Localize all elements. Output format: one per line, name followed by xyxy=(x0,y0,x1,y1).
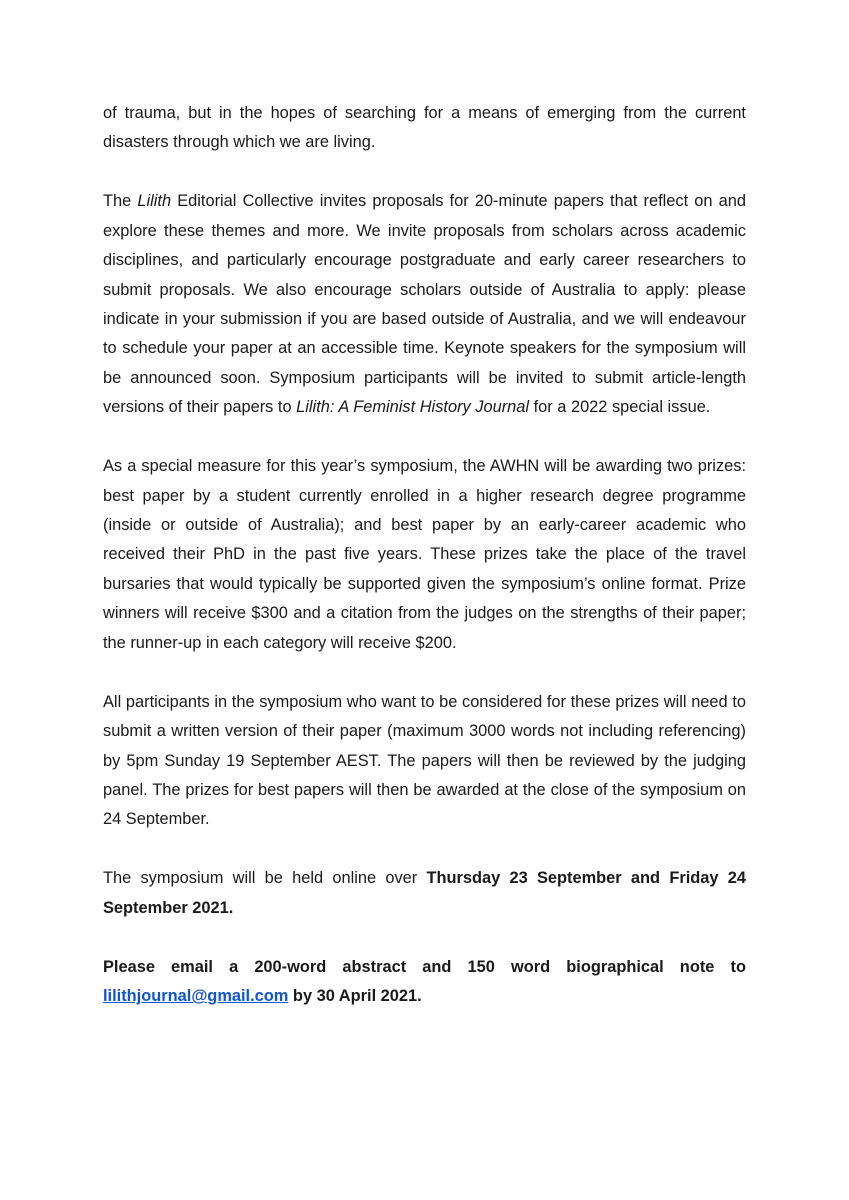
text-run-bold: Please email a 200-word abstract and 150 word biographical note to xyxy=(103,957,746,976)
paragraph-call-to-action xyxy=(103,953,746,1012)
paragraph-dates xyxy=(103,864,746,923)
text-run: Editorial Collective invites proposals for 20-minute papers that reflect on and explore these themes and more. We invite proposals from scholars across academic disciplines, and particularly encourage postgraduate and early career researchers to submit proposals. We also encourage scholars outside of Australia to apply: please indicate in your submission if you are based outside of Australia, and we will endeavour to schedule your paper at an accessible time. Keynote speakers for the symposium will be announced soon. Symposium participants will be invited to submit article-length versions of their papers to xyxy=(103,192,746,417)
journal-name-italic: Lilith xyxy=(137,192,172,211)
paragraph-invitation xyxy=(103,187,746,422)
text-run-bold: by 30 April 2021. xyxy=(288,987,422,1006)
paragraph-submission xyxy=(103,688,746,835)
email-link[interactable]: lilithjournal@gmail.com xyxy=(103,987,289,1006)
paragraph-text: All participants in the symposium who want to be considered for these prizes will need to submit a written version of their paper (maximum 3000 words not including referencing) by 5pm Sunday 19 September AEST. The papers will then be reviewed by the judging panel. The prizes for best papers will then be awarded at the close of the symposium on 24 September. xyxy=(103,692,746,829)
paragraph-text: As a special measure for this year’s symposium, the AWHN will be awarding two prizes: best paper by a student currently enrolled in a higher research degree programme (inside or outside of Australia); and best paper by an early-career academic who received their PhD in the past five years. These prizes take the place of the travel bursaries that would typically be supported given the symposium’s online format. Prize winners will receive $300 and a citation from the judges on the strengths of their paper; the runner-up in each category will receive $200. xyxy=(103,457,746,652)
journal-title-italic: Lilith: A Feminist History Journal xyxy=(296,398,530,417)
symposium-dates-bold: Thursday 23 September and Friday 24 September 2021. xyxy=(103,869,746,917)
document-body xyxy=(103,99,746,1041)
text-run: for a 2022 special issue. xyxy=(529,398,711,417)
paragraph-prizes xyxy=(103,452,746,658)
paragraph-trauma xyxy=(103,99,746,158)
paragraph-text: of trauma, but in the hopes of searching for a means of emerging from the current disasters through which we are living. xyxy=(103,104,746,152)
text-run: The symposium will be held online over xyxy=(103,869,427,888)
text-run: The xyxy=(103,192,138,211)
